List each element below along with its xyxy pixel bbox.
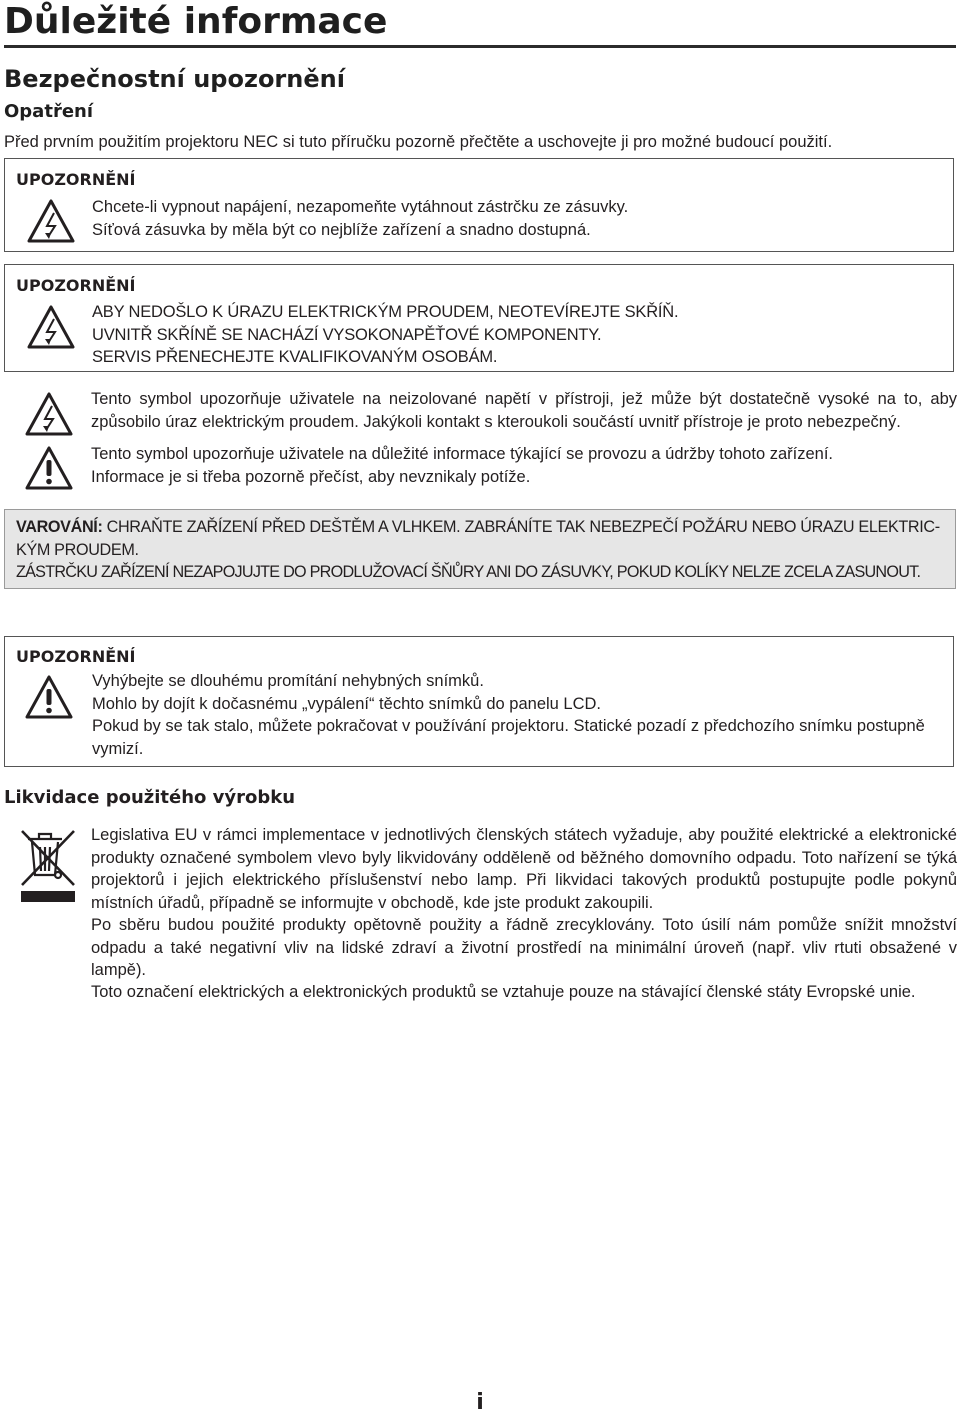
page-number: i [476, 1390, 484, 1415]
warning-box [4, 509, 956, 589]
intro-text: Před prvním použitím projektoru NEC si tuto příručku pozorně přečtěte a uschovejte ji pro možné budoucí použití. [4, 133, 833, 151]
disposal-paragraph: Legislativa EU v rámci implementace v jednotlivých členských státech vyžaduje, aby použité elektrické a elektronické produkty označené symbolem vlevo byly likvidovány odděleně od běžného domovního odpadu. Toto nařízení se týká projektorů i jejich elektrického příslušenství nebo lamp. Při likvidaci takových produktů postupujte podle pokynů místních úřadů, případně se informujte v obchodě, kde jste produkt zakoupili. [91, 826, 957, 912]
caution-line: ABY NEDOŠLO K ÚRAZU ELEKTRICKÝM PROUDEM, NEOTEVÍREJTE SKŘÍŇ. [92, 303, 679, 321]
section-title: Bezpečnostní upozornění [4, 65, 345, 93]
warning-text: CHRAŇTE ZAŘÍZENÍ PŘED DEŠTĚM A VLHKEM. ZABRÁNÍTE TAK NEBEZPEČÍ POŽÁRU NEBO ÚRAZU ELEKTRIC- [102, 518, 940, 536]
warning-line [16, 516, 944, 539]
caution-line: Mohlo by dojít k dočasnému „vypálení“ těchto snímků do panelu LCD. [92, 694, 602, 713]
exclamation-warning-icon [25, 446, 73, 490]
caution-line: UVNITŘ SKŘÍNĚ SE NACHÁZÍ VYSOKONAPĚŤOVÉ KOMPONENTY. [92, 325, 602, 344]
subsection-title: Opatření [4, 101, 94, 122]
caution-line: Pokud by se tak stalo, můžete pokračovat v používání projektoru. Statické pozadí z předchozího snímku postupně [92, 717, 925, 735]
caution-line: Vyhýbejte se dlouhému promítání nehybných snímků. [92, 672, 484, 690]
title-divider [4, 45, 956, 48]
symbol-note-info: Tento symbol upozorňuje uživatele na důležité informace týkající se provozu a údržby tohoto zařízení. Informace je si třeba pozorně přečíst, aby nevznikaly potíže. [91, 445, 833, 486]
lightning-warning-icon [25, 392, 73, 436]
lightning-warning-icon [27, 199, 75, 243]
disposal-paragraph: Po sběru budou použité produkty opětovně použity a řádně zrecyklovány. Toto úsilí nám pomůže snížit množství odpadu a také negativní vliv na lidské zdraví a životní prostředí na minimální úroveň (např. vliv rtuti obsažené v lampě). [91, 916, 957, 979]
disposal-paragraph: Toto označení elektrických a elektronických produktů se vztahuje pouze na stávající členské státy Evropské unie. [91, 983, 916, 1001]
page-title: Důležité informace [4, 1, 388, 42]
caution-heading: UPOZORNĚNÍ [16, 647, 136, 666]
disposal-title: Likvidace použitého výrobku [4, 787, 296, 808]
caution-box-burn-in [4, 636, 954, 767]
caution-box-shock [4, 264, 954, 372]
caution-line: Síťová zásuvka by měla být co nejblíže zařízení a snadno dostupná. [92, 220, 591, 239]
caution-heading: UPOZORNĚNÍ [16, 276, 136, 295]
warning-label: VAROVÁNÍ: [16, 518, 103, 536]
caution-line: Chcete-li vypnout napájení, nezapomeňte vytáhnout zástrčku ze zásuvky. [92, 198, 629, 216]
caution-line: SERVIS PŘENECHEJTE KVALIFIKOVANÝM OSOBÁM. [92, 348, 498, 366]
exclamation-warning-icon [25, 675, 73, 719]
crossed-bin-icon [20, 825, 76, 905]
warning-line: ZÁSTRČKU ZAŘÍZENÍ NEZAPOJUJTE DO PRODLUŽOVACÍ ŠŇŮRY ANI DO ZÁSUVKY, POKUD KOLÍKY NELZE ZCELA ZASUNOUT. [16, 563, 921, 581]
caution-heading: UPOZORNĚNÍ [16, 170, 136, 189]
symbol-note-voltage: Tento symbol upozorňuje uživatele na neizolované napětí v přístroji, jež může být dostatečně vysoké na to, aby způsobilo úraz elektrickým proudem. Jakýkoli kontakt s kteroukoli součástí uvnitř přístroje je proto nebezpečný. [91, 390, 957, 431]
warning-line: KÝM PROUDEM. [16, 540, 139, 559]
caution-box-power [4, 158, 954, 252]
caution-line: vymizí. [92, 739, 144, 758]
lightning-warning-icon [27, 305, 75, 349]
